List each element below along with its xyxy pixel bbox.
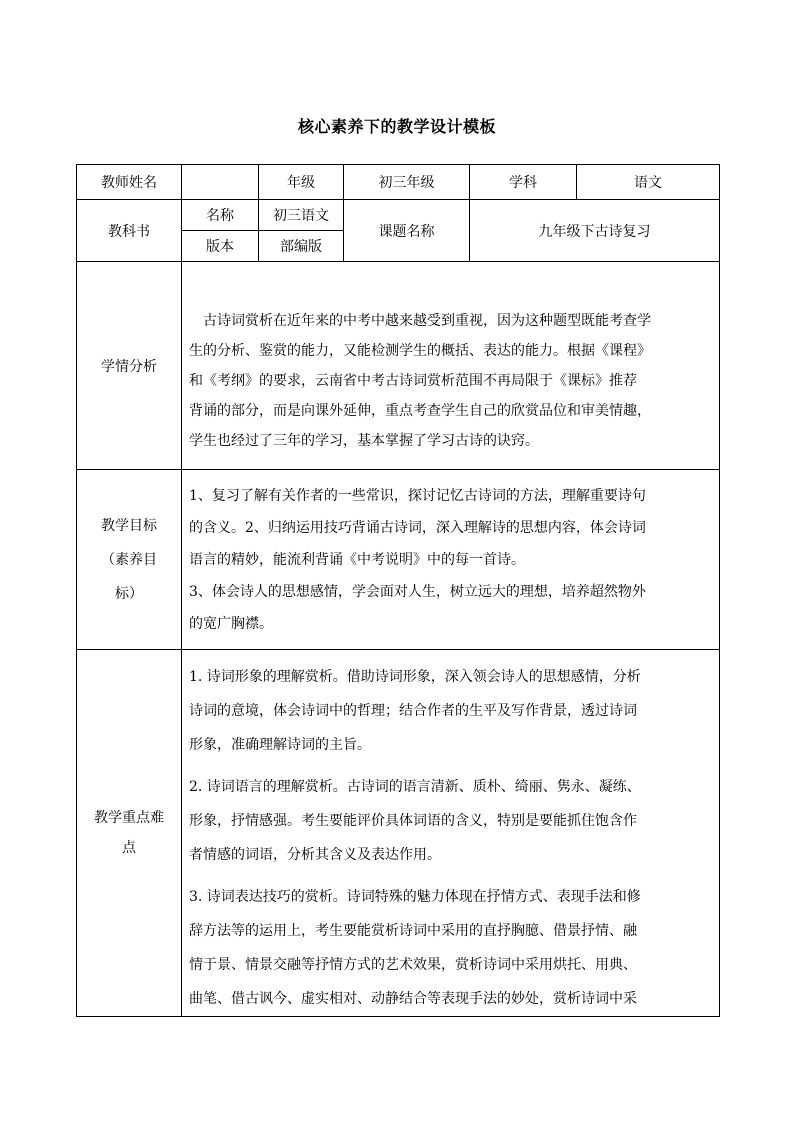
keypoints-line: 形象，抒情感强。考生要能评价具体词语的含义，特别是要能抓住饱含作 — [189, 813, 637, 829]
keypoints-label — [77, 650, 182, 1017]
goals-line: 的宽广胸襟。 — [189, 615, 273, 632]
keypoints-line: 形象，准确理解诗词的主旨。 — [189, 737, 371, 753]
topic-value: 九年级下古诗复习 — [470, 200, 720, 262]
goals-label-line: （素养目 — [101, 551, 157, 568]
keypoints-line: 3. 诗词表达技巧的赏析。诗词特殊的魅力体现在抒情方式、表现手法和修 — [189, 889, 641, 905]
lesson-plan-table — [76, 164, 720, 1017]
analysis-line: 生的分析、鉴赏的能力，又能检测学生的概括、表达的能力。根据《课程》 — [189, 342, 651, 359]
goals-label — [77, 470, 182, 650]
analysis-line: 古诗词赏析在近年来的中考中越来越受到重视，因为这种题型既能考查学 — [203, 312, 651, 329]
grade-label: 年级 — [259, 165, 344, 200]
keypoints-line: 诗词的意境，体会诗词中的哲理；结合作者的生平及写作背景，透过诗词 — [189, 703, 637, 719]
goals-line: 的含义。2、归纳运用技巧背诵古诗词，深入理解诗的思想内容，体会诗词 — [189, 519, 646, 536]
subject-label: 学科 — [470, 165, 577, 200]
keypoints-line: 者情感的词语，分析其含义及表达作用。 — [189, 847, 441, 863]
analysis-label: 学情分析 — [77, 262, 182, 470]
header-row — [77, 165, 720, 200]
textbook-edition-value: 部编版 — [259, 231, 344, 262]
subject-value: 语文 — [577, 165, 720, 200]
analysis-line: 学生也经过了三年的学习，基本掌握了学习古诗的诀窍。 — [189, 432, 539, 449]
textbook-name-value: 初三语文 — [259, 200, 344, 231]
keypoints-label-line: 教学重点难 — [94, 810, 164, 826]
textbook-row-1 — [77, 200, 720, 231]
goals-line: 1、复习了解有关作者的一些常识，探讨记忆古诗词的方法，理解重要诗句 — [189, 487, 646, 504]
document-title: 核心素养下的教学设计模板 — [297, 117, 496, 136]
keypoints-line: 曲笔、借古讽今、虚实相对、动静结合等表现手法的妙处，赏析诗词中采 — [189, 991, 637, 1007]
keypoints-content — [182, 650, 720, 1017]
keypoints-line: 1. 诗词形象的理解赏析。借助诗词形象，深入领会诗人的思想感情，分析 — [189, 669, 641, 685]
grade-value: 初三年级 — [344, 165, 470, 200]
analysis-line: 背诵的部分，而是向课外延伸，重点考查学生自己的欣赏品位和审美情趣， — [189, 402, 651, 419]
keypoints-label-line: 点 — [122, 840, 136, 856]
analysis-content — [182, 262, 720, 470]
keypoints-row — [77, 650, 720, 1017]
keypoints-line: 2. 诗词语言的理解赏析。古诗词的语言清新、质朴、绮丽、隽永、凝练、 — [189, 779, 641, 795]
analysis-line: 和《考纲》的要求，云南省中考古诗词赏析范围不再局限于《课标》推荐 — [189, 372, 637, 389]
goals-label-line: 教学目标 — [101, 517, 157, 534]
goals-line: 语言的精妙，能流利背诵《中考说明》中的每一首诗。 — [189, 551, 525, 568]
textbook-name-label: 名称 — [182, 200, 259, 231]
topic-label: 课题名称 — [344, 200, 470, 262]
keypoints-line: 辞方法等的运用上，考生要能赏析诗词中采用的直抒胸臆、借景抒情、融 — [189, 923, 637, 939]
goals-row — [77, 470, 720, 650]
goals-label-line: 标） — [115, 585, 143, 602]
goals-content — [182, 470, 720, 650]
teacher-name-value — [182, 165, 259, 200]
keypoints-line: 情于景、情景交融等抒情方式的艺术效果，赏析诗词中采用烘托、用典、 — [189, 957, 637, 973]
analysis-row — [77, 262, 720, 470]
teacher-name-label: 教师姓名 — [77, 165, 182, 200]
textbook-edition-label: 版本 — [182, 231, 259, 262]
goals-line: 3、体会诗人的思想感情，学会面对人生，树立远大的理想，培养超然物外 — [189, 583, 646, 600]
textbook-label: 教科书 — [77, 200, 182, 262]
